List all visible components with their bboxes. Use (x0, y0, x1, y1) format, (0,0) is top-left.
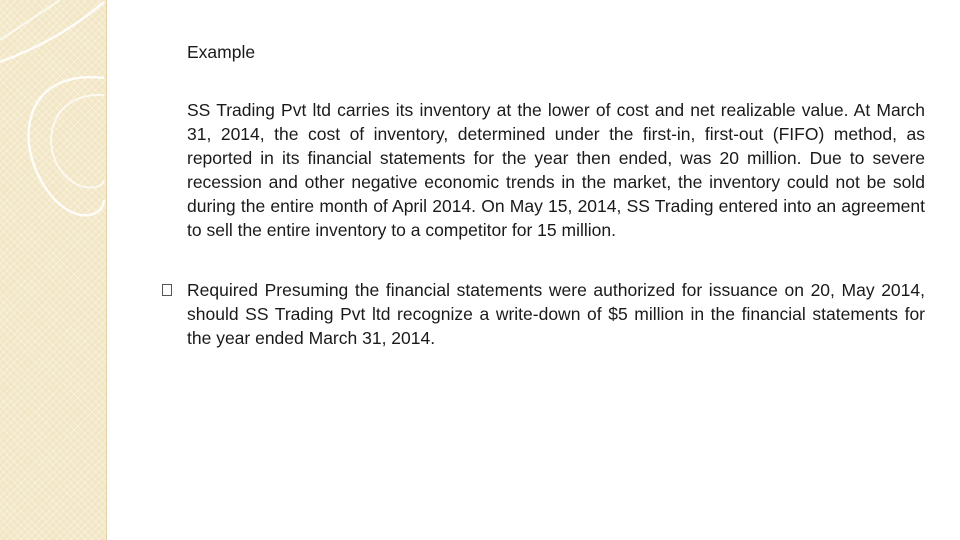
example-paragraph: SS Trading Pvt ltd carries its inventory at the lower of cost and net realizable value. At March 31, 2014, the cost of inventory, determined under the first-in, first-out (FIFO) method, as reported in its financial statements for the year then ended, was 20 million. Due to severe recession and other negative economic trends in the market, the inventory could not be sold during the entire month of April 2014. On May 15, 2014, SS Trading entered into an agreement to sell the entire inventory to a competitor for 15 million. (187, 100, 925, 240)
bullet-text: Required Presuming the financial statements were authorized for issuance on 20, May 2014, should SS Trading Pvt ltd recognize a write-down of $5 million in the financial statements for the year ended March 31, 2014. (187, 280, 925, 348)
box-bullet-icon (162, 284, 172, 296)
decorative-curve (51, 95, 104, 188)
decorative-curve (29, 77, 104, 215)
bullet-item (187, 278, 925, 350)
decorative-side-panel (0, 0, 107, 540)
decorative-curve (0, 0, 60, 40)
decorative-curve (0, 2, 104, 62)
decorative-curves (0, 0, 106, 540)
slide-heading: Example (187, 42, 256, 62)
slide-content (187, 40, 925, 350)
